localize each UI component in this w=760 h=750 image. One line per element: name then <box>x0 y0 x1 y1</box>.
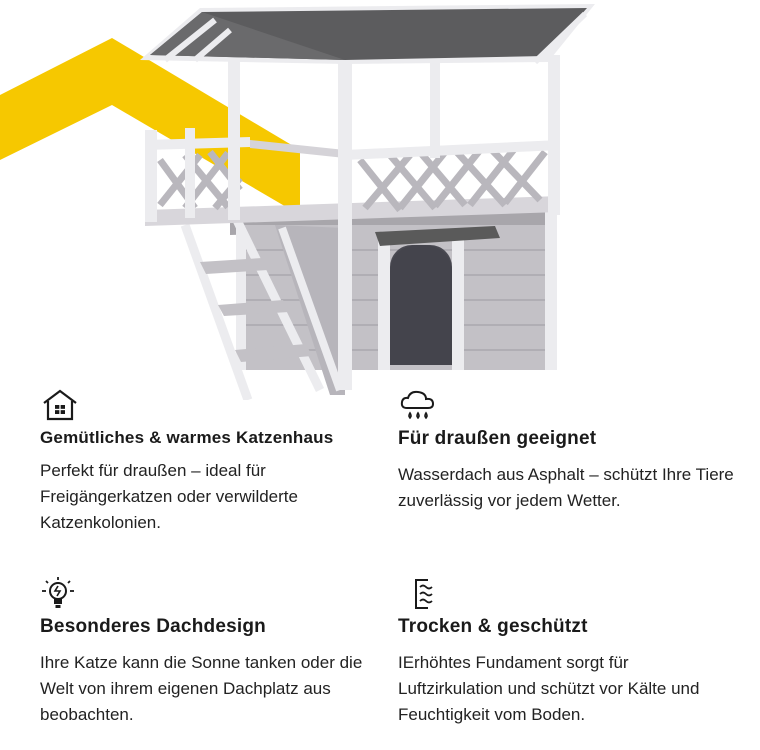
house-icon <box>40 388 80 422</box>
feature-description: Perfekt für draußen – ideal für Freigängerkatzen oder verwilderte Katzenkolonien. <box>40 461 298 532</box>
feature-description: IErhöhtes Fundament sorgt für Luftzirkulation und schützt vor Kälte und Feuchtigkeit vom Boden. <box>398 653 700 724</box>
feature-title: Besonderes Dachdesign <box>40 616 266 637</box>
feature-roof-design <box>40 576 380 728</box>
feature-title: Für draußen geeignet <box>398 428 597 449</box>
feature-cozy-house <box>40 388 380 536</box>
feature-title: Trocken & geschützt <box>398 616 588 637</box>
moisture-wave-icon <box>398 576 438 610</box>
feature-outdoor <box>398 388 738 514</box>
feature-title: Gemütliches & warmes Katzenhaus <box>40 428 334 447</box>
lightbulb-icon <box>40 576 80 610</box>
feature-dry-protected <box>398 576 738 728</box>
cat-house-illustration <box>140 4 595 400</box>
feature-description: Ihre Katze kann die Sonne tanken oder die Welt von ihrem eigenen Dachplatz aus beobachten. <box>40 653 363 724</box>
feature-description: Wasserdach aus Asphalt – schützt Ihre Tiere zuverlässig vor jedem Wetter. <box>398 465 734 510</box>
rain-cloud-icon <box>398 388 438 422</box>
